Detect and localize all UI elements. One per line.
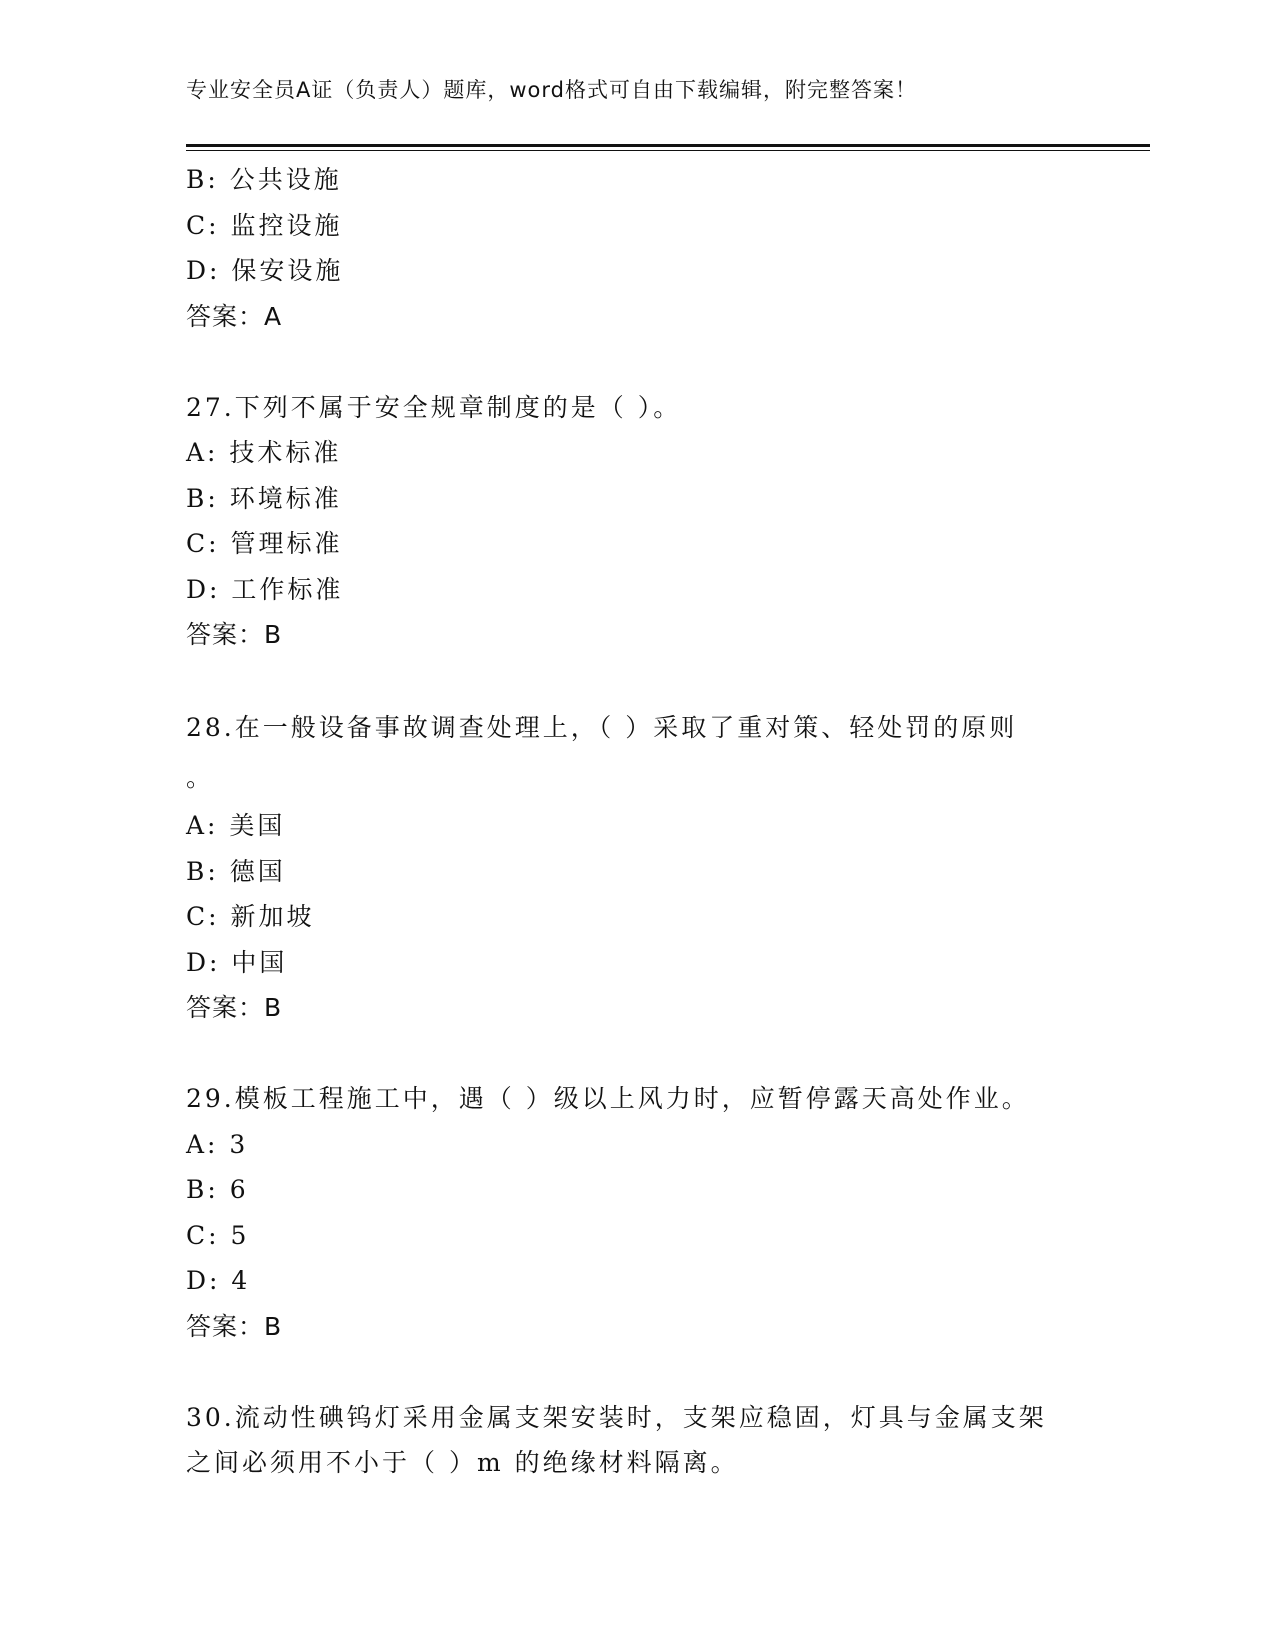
option-b: B: 6 xyxy=(186,1175,249,1204)
question-block-28 xyxy=(186,703,1086,1031)
answer: 答案：B xyxy=(186,993,283,1022)
option-b: B: 公共设施 xyxy=(186,165,342,194)
question-list xyxy=(186,157,1086,1486)
answer: 答案：A xyxy=(186,301,283,331)
answer: 答案：B xyxy=(186,1311,283,1341)
question-text-cont: 之间必须用不小于（ ）m 的绝缘材料隔离。 xyxy=(186,1448,739,1477)
option-c: C: 5 xyxy=(186,1220,250,1250)
option-d: D: 保安设施 xyxy=(186,256,344,285)
question-text: 27.下列不属于安全规章制度的是（ ）。 xyxy=(186,392,682,422)
question-block-26 xyxy=(186,157,1086,339)
option-d: D: 中国 xyxy=(186,947,288,977)
question-text-cont: 。 xyxy=(186,763,215,792)
option-d: D: 工作标准 xyxy=(186,574,344,604)
question-block-27 xyxy=(186,385,1086,658)
option-b: B: 德国 xyxy=(186,856,286,886)
option-d: D: 4 xyxy=(186,1266,251,1295)
question-text: 30.流动性碘钨灯采用金属支架安装时，支架应稳固，灯具与金属支架 xyxy=(186,1402,1047,1432)
option-c: C: 管理标准 xyxy=(186,529,343,558)
option-b: B: 环境标准 xyxy=(186,483,342,513)
answer: 答案：B xyxy=(186,620,283,649)
option-c: C: 监控设施 xyxy=(186,210,343,240)
header-rule-thick xyxy=(186,144,1150,147)
option-a: A: 美国 xyxy=(186,811,286,840)
header-rule-thin xyxy=(186,150,1150,151)
option-a: A: 3 xyxy=(186,1129,249,1159)
question-text: 29.模板工程施工中，遇（ ）级以上风力时，应暂停露天高处作业。 xyxy=(186,1084,1030,1113)
question-block-29 xyxy=(186,1076,1086,1349)
question-text: 28.在一般设备事故调查处理上，（ ）采取了重对策、轻处罚的原则 xyxy=(186,713,1018,742)
option-c: C: 新加坡 xyxy=(186,902,315,931)
page-header: 专业安全员A证（负责人）题库，word格式可自由下载编辑，附完整答案！ xyxy=(186,78,917,102)
question-block-30 xyxy=(186,1395,1086,1486)
option-a: A: 技术标准 xyxy=(186,438,342,467)
